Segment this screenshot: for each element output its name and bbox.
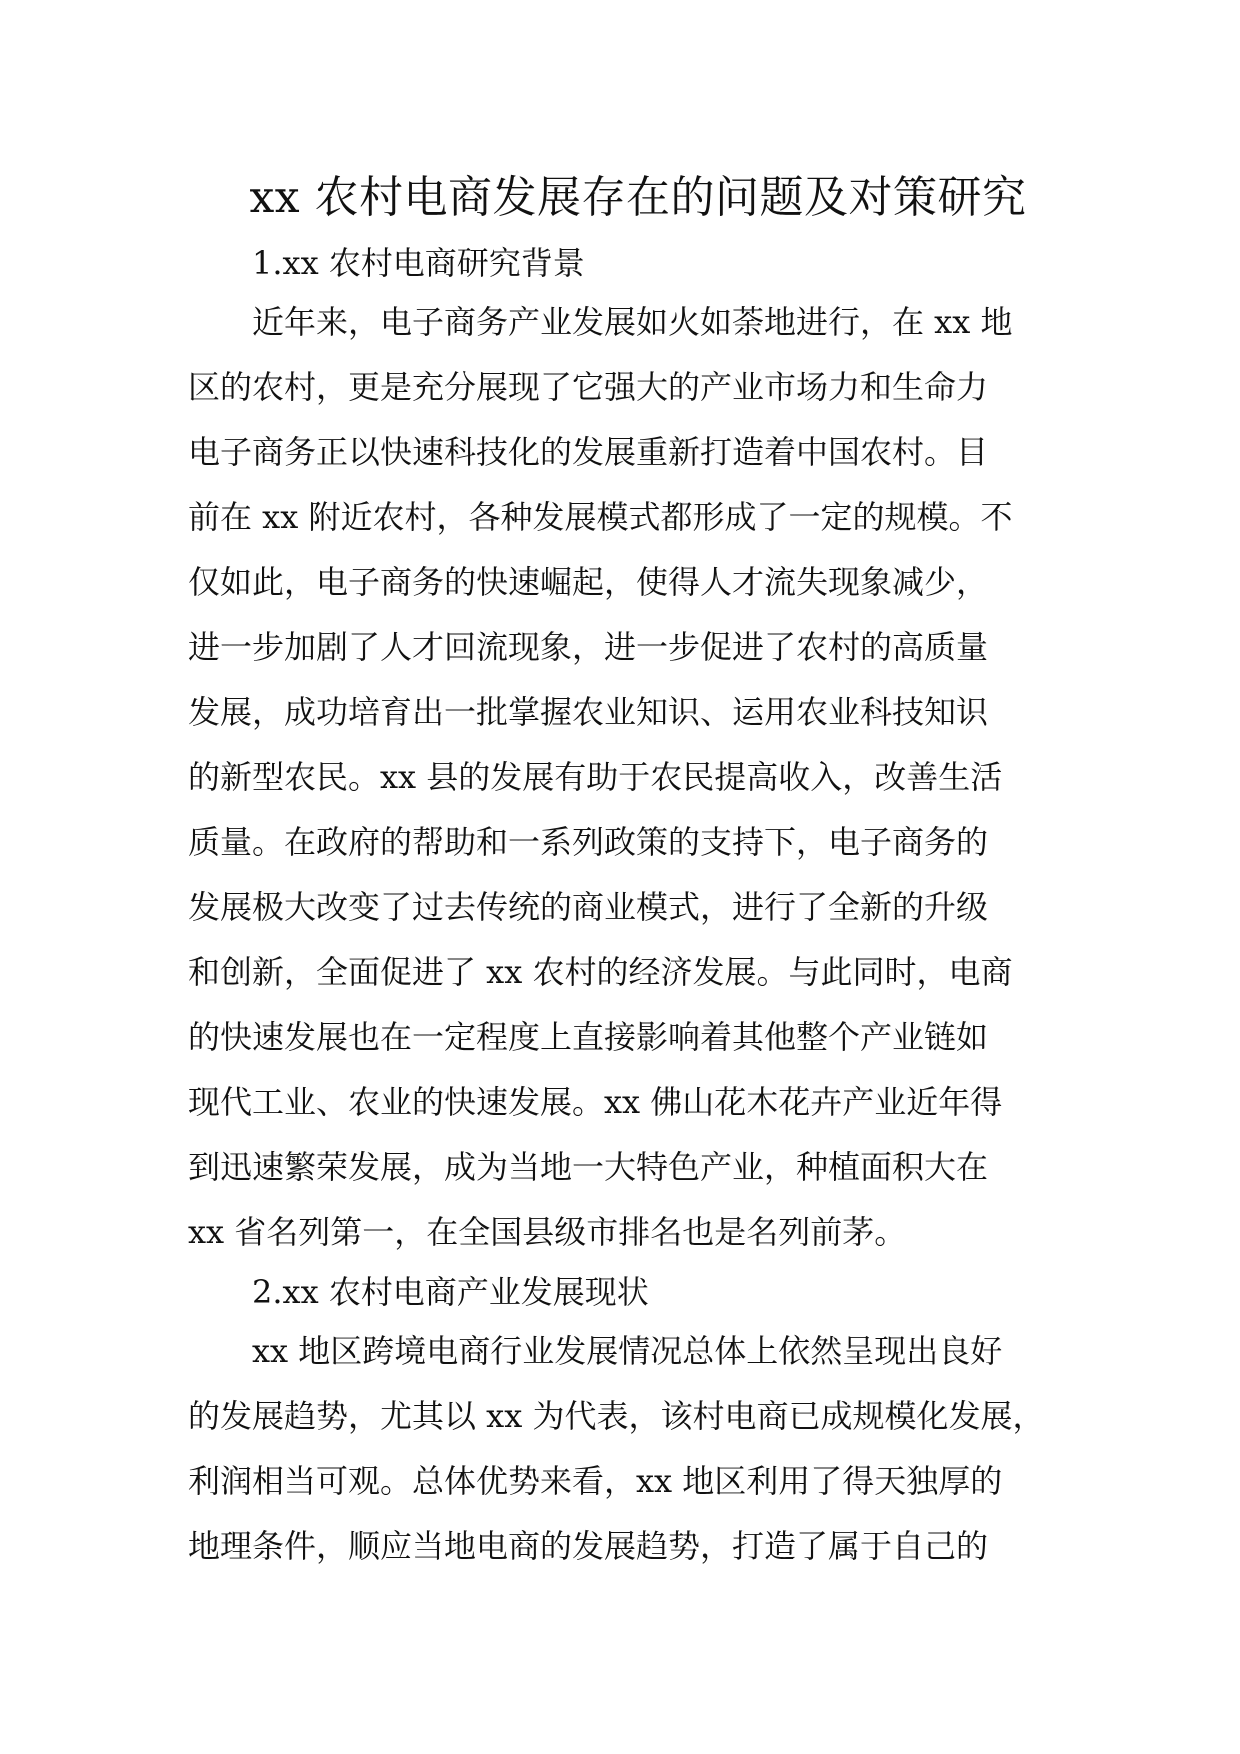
section-heading-status: 2.xx 农村电商产业发展现状 [252,1273,649,1311]
text-line: 近年来，电子商务产业发展如火如荼地进行，在 xx 地 [252,303,1013,341]
text-line: 发展极大改变了过去传统的商业模式，进行了全新的升级 [188,888,989,926]
text-line: 电子商务正以快速科技化的发展重新打造着中国农村。目 [188,433,989,471]
document-page [188,160,1088,1579]
text-line: 区的农村，更是充分展现了它强大的产业市场力和生命力 [188,368,989,406]
text-line: 进一步加剧了人才回流现象，进一步促进了农村的高质量 [188,628,989,666]
text-line: 到迅速繁荣发展，成为当地一大特色产业，种植面积大在 [188,1148,989,1186]
text-line: 前在 xx 附近农村，各种发展模式都形成了一定的规模。不 [188,498,1013,536]
text-line: 利润相当可观。总体优势来看，xx 地区利用了得天独厚的 [188,1462,1003,1500]
text-line: 仅如此，电子商务的快速崛起，使得人才流失现象减少， [188,563,989,601]
section-heading-background: 1.xx 农村电商研究背景 [252,244,585,282]
paragraph-status [188,1319,1088,1579]
text-line: 现代工业、农业的快速发展。xx 佛山花木花卉产业近年得 [188,1083,1003,1121]
text-line: 的发展趋势，尤其以 xx 为代表，该村电商已成规模化发展， [188,1397,1045,1435]
text-line: 的新型农民。xx 县的发展有助于农民提高收入，改善生活 [188,758,1003,796]
text-line: 和创新，全面促进了 xx 农村的经济发展。与此同时，电商 [188,953,1013,991]
text-line: xx 地区跨境电商行业发展情况总体上依然呈现出良好 [252,1332,1003,1370]
document-title: xx 农村电商发展存在的问题及对策研究 [249,172,1027,223]
text-line: 质量。在政府的帮助和一系列政策的支持下，电子商务的 [188,823,989,861]
text-line: 地理条件，顺应当地电商的发展趋势，打造了属于自己的 [188,1527,989,1565]
text-line: xx 省名列第一，在全国县级市排名也是名列前茅。 [188,1213,907,1251]
text-line: 的快速发展也在一定程度上直接影响着其他整个产业链如 [188,1018,989,1056]
paragraph-background [188,290,1088,1265]
text-line: 发展，成功培育出一批掌握农业知识、运用农业科技知识 [188,693,989,731]
